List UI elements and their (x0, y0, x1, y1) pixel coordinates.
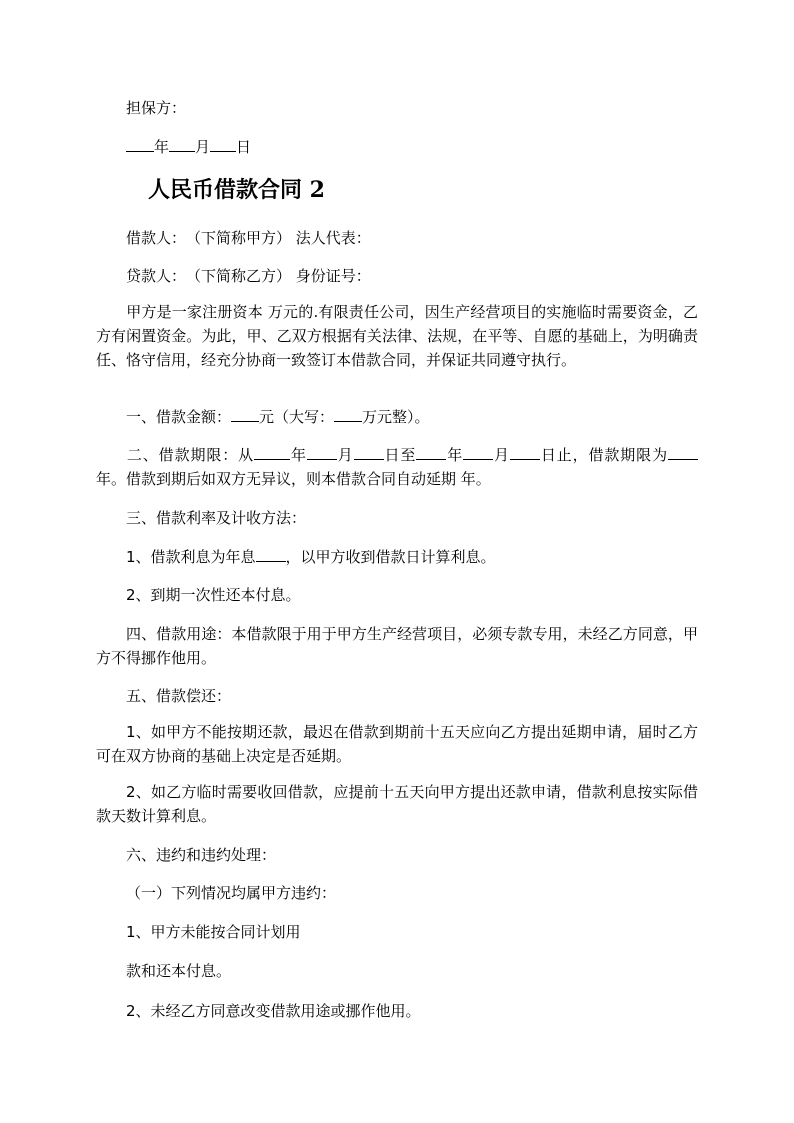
clause2-year2: 年 (446, 446, 464, 464)
preamble-paragraph (96, 300, 698, 372)
clause6-heading: 六、违约和违约处理： (126, 846, 277, 864)
blank-amount (231, 404, 259, 422)
date-day-label: 日 (236, 138, 252, 156)
clause6-sub1: （一）下列情况均属甲方违约： (126, 884, 337, 902)
blank-end-month (463, 442, 493, 460)
clause2-month2: 月 (493, 446, 510, 464)
clause4-purpose (96, 622, 698, 670)
clause5-item1 (96, 720, 698, 768)
clause3-item1 (126, 544, 698, 569)
clause4-text: 四、借款用途：本借款限于用于甲方生产经营项目，必须专款专用，未经乙方同意，甲方不得挪作他用。 (96, 625, 698, 667)
blank-end-day (510, 442, 540, 460)
clause1-prefix: 一、借款金额： (126, 408, 232, 426)
clause2-month1: 月 (336, 446, 354, 464)
clause3-heading: 三、借款利率及计收方法： (126, 509, 307, 527)
clause5-heading: 五、借款偿还： (126, 687, 232, 705)
blank-start-month (307, 442, 337, 460)
blank-start-day (354, 442, 384, 460)
preamble-text: 甲方是一家注册资本 万元的.有限责任公司，因生产经营项目的实施临时需要资金，乙方有闲置资金。为此，甲、乙双方根据有关法律、法规，在平等、自愿的基础上，为明确责任、恪守信用，经充分协商一致签订本借款合同，并保证共同遵守执行。 (96, 303, 698, 369)
document-title: 人民币借款合同 2 (148, 177, 325, 203)
borrower-line: 借款人： （下简称甲方） 法人代表： (126, 229, 371, 247)
blank-month (169, 134, 195, 152)
clause5-item2-text: 2、如乙方临时需要收回借款，应提前十五天向甲方提出还款申请，借款利息按实际借款天数计算利息。 (96, 783, 698, 825)
blank-end-year (416, 442, 446, 460)
date-line (126, 134, 698, 159)
clause3-item1-suffix: ，以甲方收到借款日计算利息。 (285, 548, 496, 566)
clause2-p1: 二、借款期限：从 (126, 446, 255, 464)
clause1-amount (126, 404, 698, 429)
clause1-mid: 元（大写： (259, 408, 335, 426)
clause1-suffix: 万元整）。 (362, 408, 430, 426)
clause2-day1: 日至 (383, 446, 417, 464)
clause2-day2: 日止，借款期限为 (539, 446, 668, 464)
guarantor-line: 担保方： (126, 99, 187, 117)
blank-year (126, 134, 154, 152)
date-year-label: 年 (154, 138, 170, 156)
clause6-item2: 2、未经乙方同意改变借款用途或挪作他用。 (126, 1002, 421, 1020)
clause6-item1b: 款和还本付息。 (126, 962, 232, 980)
lender-line: 贷款人： （下简称乙方） 身份证号： (126, 267, 371, 285)
date-month-label: 月 (195, 138, 211, 156)
blank-amount-capital (334, 404, 362, 422)
blank-interest-rate (256, 544, 286, 562)
clause6-item1a: 1、甲方未能按合同计划用 (126, 923, 301, 941)
clause2-year3: 年。借款到期后如双方无异议，则本借款合同自动延期 年。 (96, 470, 491, 488)
blank-day (210, 134, 236, 152)
clause3-item2: 2、到期一次性还本付息。 (126, 586, 301, 604)
clause3-item1-prefix: 1、借款利息为年息 (126, 548, 256, 566)
clause5-item2 (96, 780, 698, 828)
blank-term-years (668, 442, 698, 460)
blank-start-year (254, 442, 290, 460)
clause2-year1: 年 (290, 446, 307, 464)
clause5-item1-text: 1、如甲方不能按期还款，最迟在借款到期前十五天应向乙方提出延期申请，届时乙方可在双方协商的基础上决定是否延期。 (96, 723, 698, 765)
clause2-term (96, 442, 698, 491)
